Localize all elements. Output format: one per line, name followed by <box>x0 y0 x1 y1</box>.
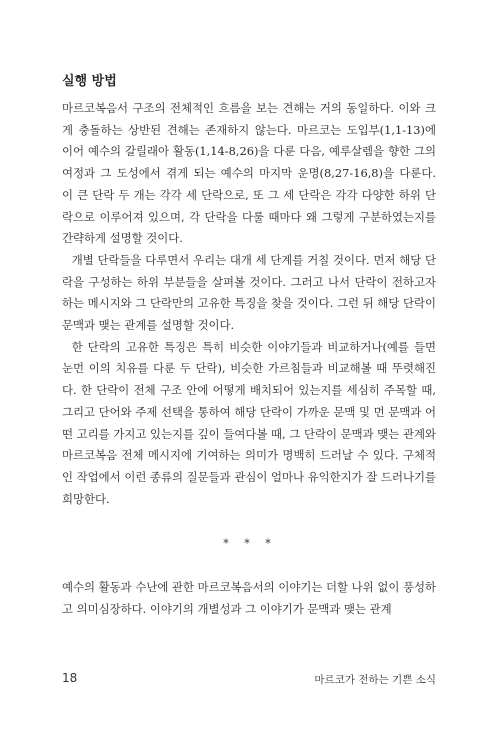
closing-text <box>62 577 436 620</box>
body-text <box>62 98 436 510</box>
page-number: 18 <box>62 671 78 685</box>
paragraph-3: 한 단락의 고유한 특징은 특히 비슷한 이야기들과 비교하거나(예를 들면 눈먼 이의 치유를 다룬 두 단락), 비슷한 가르침들과 비교해볼 때 뚜렷해진다. 한 단락이 전체 구조 안에 어떻게 배치되어 있는지를 세심히 주목할 때, 그리고 단어와 주제 선택을 통하여 해당 단락이 가까운 문맥 및 먼 문맥과 어떤 고리를 가지고 있는지를 깊이 들여다볼 때, 그 단락이 문맥과 맺는 관계와 마르코복음 전체 메시지에 기여하는 의미가 명백히 드러날 수 있다. 구체적인 작업에서 이런 종류의 질문들과 관심이 얼마나 유익한지가 잘 드러나기를 희망한다. <box>62 339 436 506</box>
paragraph-1: 마르코복음서 구조의 전체적인 흐름을 보는 견해는 거의 동일하다. 이와 크게 충돌하는 상반된 견해는 존재하지 않는다. 마르코는 도입부(1,1-13)에 이어 예수의 갈릴래아 활동(1,14-8,26)을 다룬 다음, 예루살렘을 향한 그의 여정과 그 도성에서 겪게 되는 예수의 마지막 운명(8,27-16,8)을 다룬다. 이 큰 단락 두 개는 각각 세 단락으로, 또 그 세 단락은 각각 다양한 하위 단락으로 이루어져 있으며, 각 단락을 다룰 때마다 왜 그렇게 구분하였는지를 간략하게 설명할 것이다. <box>62 101 436 246</box>
running-title: 마르코가 전하는 기쁜 소식 <box>314 674 436 686</box>
section-separator: * * * <box>223 537 277 550</box>
paragraph-2: 개별 단락들을 다루면서 우리는 대개 세 단계를 거칠 것이다. 먼저 해당 단락을 구성하는 하위 부분들을 살펴볼 것이다. 그러고 나서 단락이 전하고자 하는 메시지와 그 단락만의 고유한 특징을 찾을 것이다. 그런 뒤 해당 단락이 문맥과 맺는 관계를 설명할 것이다. <box>62 252 436 333</box>
section-heading: 실행 방법 <box>62 74 117 89</box>
paragraph-4: 예수의 활동과 수난에 관한 마르코복음서의 이야기는 더할 나위 없이 풍성하고 의미심장하다. 이야기의 개별성과 그 이야기가 문맥과 맺는 관계 <box>62 580 436 616</box>
